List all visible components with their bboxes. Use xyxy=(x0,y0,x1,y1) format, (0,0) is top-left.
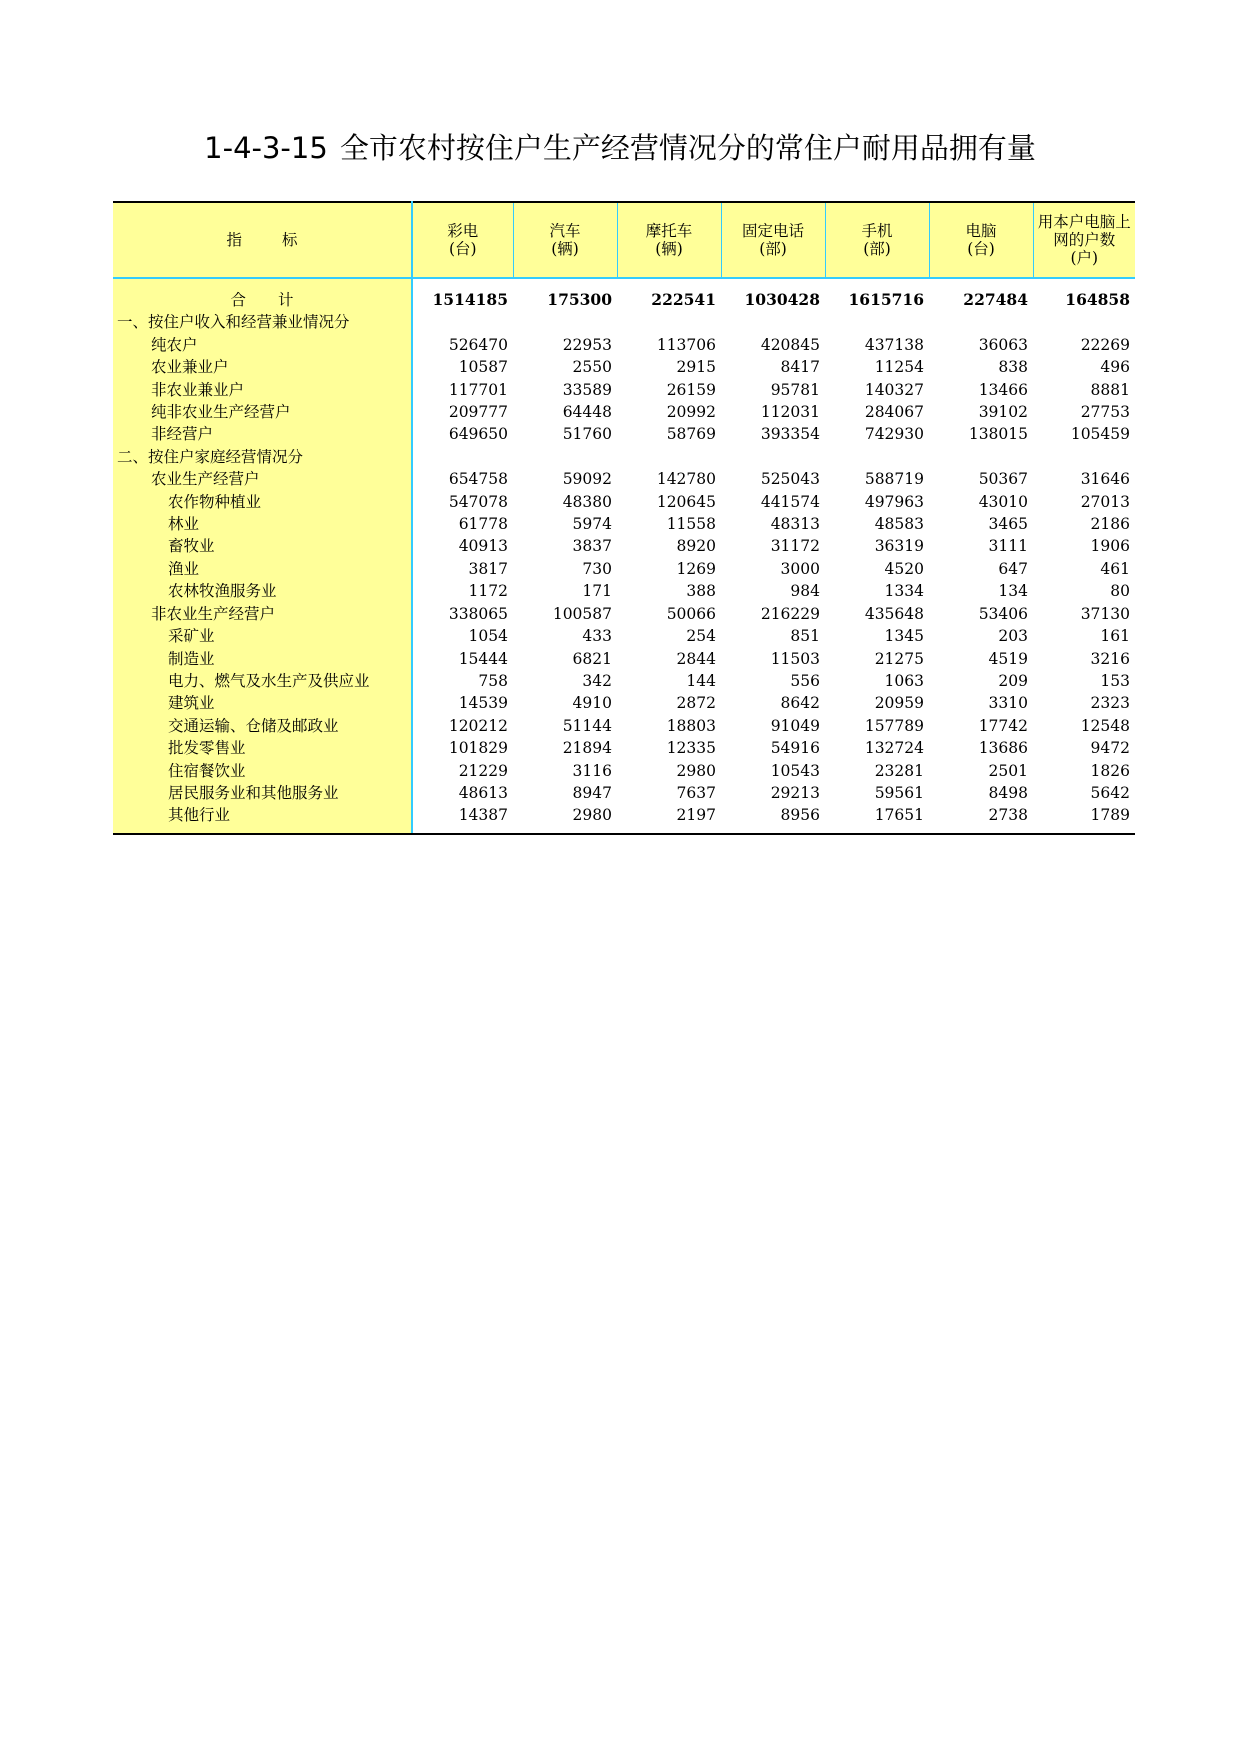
cell-value: 2323 xyxy=(1090,694,1130,713)
cell-value: 2197 xyxy=(617,804,721,833)
table-title-text: 全市农村按住户生产经营情况分的常住户耐用品拥有量 xyxy=(339,131,1036,165)
cell-value: 101829 xyxy=(448,739,508,758)
table-row xyxy=(113,446,1135,468)
cell-value: 138015 xyxy=(968,425,1028,444)
row-label: 非农业生产经营户 xyxy=(113,603,412,625)
cell-value: 8498 xyxy=(988,783,1028,802)
table-row xyxy=(113,715,1135,737)
cell-value: 59092 xyxy=(562,470,612,489)
cell-value: 10587 xyxy=(458,358,508,377)
cell-value: 8642 xyxy=(780,694,820,713)
header-col-7 xyxy=(1033,202,1135,278)
cell-value: 17742 xyxy=(978,716,1028,735)
cell-value: 39102 xyxy=(978,403,1028,422)
cell-value: 112031 xyxy=(760,403,820,422)
header-indicator xyxy=(113,202,412,278)
spacer-cell xyxy=(1033,278,1135,289)
cell-value xyxy=(617,311,721,333)
spacer-cell xyxy=(825,278,929,289)
table-row xyxy=(113,670,1135,692)
table-row xyxy=(113,491,1135,513)
row-label: 一、按住户收入和经营兼业情况分 xyxy=(113,311,412,333)
table-row xyxy=(113,692,1135,714)
header-unit: (部) xyxy=(759,240,787,258)
header-label: 用本户电脑上网的户数 xyxy=(1037,213,1131,249)
cell-value: 647 xyxy=(998,559,1028,578)
row-label: 电力、燃气及水生产及供应业 xyxy=(113,670,412,692)
cell-value: 2980 xyxy=(676,761,716,780)
cell-value: 556 xyxy=(790,671,820,690)
total-label-cell xyxy=(113,289,412,311)
row-label: 采矿业 xyxy=(113,625,412,647)
cell-value: 53406 xyxy=(978,604,1028,623)
cell-value: 13686 xyxy=(978,739,1028,758)
total-value: 1030428 xyxy=(744,290,820,309)
cell-value: 461 xyxy=(1100,559,1130,578)
cell-value: 50066 xyxy=(666,604,716,623)
cell-value: 497963 xyxy=(864,492,924,511)
header-unit: (台) xyxy=(967,240,995,258)
cell-value: 1172 xyxy=(468,582,508,601)
cell-value: 23281 xyxy=(874,761,924,780)
cell-value: 15444 xyxy=(458,649,508,668)
cell-value: 338065 xyxy=(448,604,508,623)
cell-value: 95781 xyxy=(770,380,820,399)
cell-value: 144 xyxy=(686,671,716,690)
cell-value: 254 xyxy=(686,627,716,646)
cell-value: 435648 xyxy=(864,604,924,623)
cell-value: 26159 xyxy=(666,380,716,399)
cell-value: 134 xyxy=(998,582,1028,601)
header-label: 彩电 xyxy=(447,222,479,240)
cell-value: 547078 xyxy=(448,492,508,511)
cell-value: 1334 xyxy=(884,582,924,601)
cell-value: 525043 xyxy=(760,470,820,489)
cell-value: 851 xyxy=(790,627,820,646)
cell-value: 984 xyxy=(790,582,820,601)
cell-value: 11254 xyxy=(874,358,924,377)
table-row xyxy=(113,804,1135,833)
cell-value: 8920 xyxy=(676,537,716,556)
cell-value: 3465 xyxy=(988,515,1028,534)
cell-value: 393354 xyxy=(760,425,820,444)
cell-value xyxy=(929,446,1033,468)
table-row xyxy=(113,334,1135,356)
cell-value: 2915 xyxy=(676,358,716,377)
cell-value: 3310 xyxy=(988,694,1028,713)
cell-value: 742930 xyxy=(864,425,924,444)
cell-value: 441574 xyxy=(760,492,820,511)
total-value: 1615716 xyxy=(848,290,924,309)
header-label: 电脑 xyxy=(965,222,997,240)
cell-value: 40913 xyxy=(458,537,508,556)
cell-value: 14387 xyxy=(412,804,513,833)
header-unit: (台) xyxy=(448,240,477,258)
row-label: 农业生产经营户 xyxy=(113,468,412,490)
cell-value: 31646 xyxy=(1080,470,1130,489)
spacer-cell xyxy=(617,278,721,289)
cell-value: 1269 xyxy=(676,559,716,578)
total-value: 164858 xyxy=(1065,290,1130,309)
row-label: 纯农户 xyxy=(113,334,412,356)
row-label: 二、按住户家庭经营情况分 xyxy=(113,446,412,468)
cell-value xyxy=(513,311,617,333)
cell-value: 3000 xyxy=(780,559,820,578)
cell-value xyxy=(412,446,513,468)
cell-value: 20992 xyxy=(666,403,716,422)
cell-value: 2980 xyxy=(513,804,617,833)
cell-value: 13466 xyxy=(978,380,1028,399)
cell-value xyxy=(1033,446,1135,468)
spacer-cell xyxy=(721,278,825,289)
cell-value: 2872 xyxy=(676,694,716,713)
cell-value: 117701 xyxy=(448,380,508,399)
cell-value: 11503 xyxy=(770,649,820,668)
row-label: 农林牧渔服务业 xyxy=(113,580,412,602)
spacer-row xyxy=(113,278,1135,289)
table-row xyxy=(113,580,1135,602)
row-label: 畜牧业 xyxy=(113,535,412,557)
total-value: 227484 xyxy=(963,290,1028,309)
cell-value: 36319 xyxy=(874,537,924,556)
cell-value: 51760 xyxy=(562,425,612,444)
cell-value: 342 xyxy=(582,671,612,690)
cell-value: 161 xyxy=(1100,627,1130,646)
cell-value: 132724 xyxy=(864,739,924,758)
table-row xyxy=(113,558,1135,580)
cell-value: 48313 xyxy=(770,515,820,534)
cell-value: 18803 xyxy=(666,716,716,735)
header-label: 摩托车 xyxy=(645,222,693,240)
cell-value: 2844 xyxy=(676,649,716,668)
cell-value xyxy=(929,311,1033,333)
cell-value: 171 xyxy=(582,582,612,601)
durable-goods-table xyxy=(113,201,1135,835)
header-col-3 xyxy=(617,202,721,278)
row-label: 住宿餐饮业 xyxy=(113,760,412,782)
cell-value: 1789 xyxy=(1033,804,1135,833)
table-row xyxy=(113,760,1135,782)
cell-value: 91049 xyxy=(770,716,820,735)
cell-value: 3837 xyxy=(572,537,612,556)
cell-value: 8947 xyxy=(572,783,612,802)
header-indicator-label: 指标 xyxy=(226,231,338,249)
cell-value: 284067 xyxy=(864,403,924,422)
cell-value: 21229 xyxy=(458,761,508,780)
row-label: 其他行业 xyxy=(113,804,412,833)
header-label: 汽车 xyxy=(549,222,581,240)
cell-value: 11558 xyxy=(666,515,716,534)
cell-value: 12335 xyxy=(666,739,716,758)
cell-value: 3817 xyxy=(468,559,508,578)
cell-value: 27013 xyxy=(1080,492,1130,511)
cell-value: 2738 xyxy=(929,804,1033,833)
row-label: 农业兼业户 xyxy=(113,356,412,378)
cell-value: 29213 xyxy=(770,783,820,802)
cell-value: 1906 xyxy=(1090,537,1130,556)
cell-value: 113706 xyxy=(656,335,716,354)
spacer-cell xyxy=(929,278,1033,289)
cell-value: 51144 xyxy=(562,716,612,735)
cell-value xyxy=(721,446,825,468)
row-label: 渔业 xyxy=(113,558,412,580)
cell-value xyxy=(825,446,929,468)
cell-value xyxy=(617,446,721,468)
cell-value: 21275 xyxy=(874,649,924,668)
table-row xyxy=(113,356,1135,378)
cell-value xyxy=(513,446,617,468)
cell-value: 5974 xyxy=(572,515,612,534)
cell-value: 14539 xyxy=(458,694,508,713)
cell-value: 649650 xyxy=(448,425,508,444)
table-row xyxy=(113,468,1135,490)
cell-value: 437138 xyxy=(864,335,924,354)
cell-value: 1345 xyxy=(884,627,924,646)
row-label: 非经营户 xyxy=(113,423,412,445)
table-code: 1-4-3-15 xyxy=(204,131,328,165)
cell-value: 4520 xyxy=(884,559,924,578)
cell-value: 1826 xyxy=(1090,761,1130,780)
cell-value: 105459 xyxy=(1070,425,1130,444)
cell-value: 3111 xyxy=(988,537,1028,556)
cell-value: 20959 xyxy=(874,694,924,713)
header-col-1 xyxy=(412,202,513,278)
total-value: 1514185 xyxy=(432,290,508,309)
table-row xyxy=(113,737,1135,759)
cell-value: 4910 xyxy=(572,694,612,713)
cell-value: 54916 xyxy=(770,739,820,758)
cell-value: 216229 xyxy=(760,604,820,623)
row-label: 居民服务业和其他服务业 xyxy=(113,782,412,804)
cell-value xyxy=(825,311,929,333)
row-label: 建筑业 xyxy=(113,692,412,714)
cell-value: 22269 xyxy=(1080,335,1130,354)
header-unit: (户) xyxy=(1070,249,1099,267)
cell-value: 22953 xyxy=(562,335,612,354)
cell-value: 37130 xyxy=(1080,604,1130,623)
cell-value: 209777 xyxy=(448,403,508,422)
cell-value: 48380 xyxy=(562,492,612,511)
table-row xyxy=(113,401,1135,423)
header-col-5 xyxy=(825,202,929,278)
cell-value: 31172 xyxy=(770,537,820,556)
cell-value: 27753 xyxy=(1080,403,1130,422)
header-label: 固定电话 xyxy=(741,222,804,240)
cell-value: 588719 xyxy=(864,470,924,489)
cell-value: 120645 xyxy=(656,492,716,511)
cell-value: 59561 xyxy=(874,783,924,802)
cell-value: 21894 xyxy=(562,739,612,758)
header-col-2 xyxy=(513,202,617,278)
table-row xyxy=(113,625,1135,647)
cell-value: 8881 xyxy=(1090,380,1130,399)
cell-value: 730 xyxy=(582,559,612,578)
cell-value: 2186 xyxy=(1090,515,1130,534)
cell-value: 5642 xyxy=(1090,783,1130,802)
cell-value: 48583 xyxy=(874,515,924,534)
row-label: 交通运输、仓储及邮政业 xyxy=(113,715,412,737)
row-label: 林业 xyxy=(113,513,412,535)
header-label: 手机 xyxy=(861,222,893,240)
total-value: 175300 xyxy=(547,290,612,309)
cell-value: 61778 xyxy=(458,515,508,534)
cell-value: 58769 xyxy=(666,425,716,444)
cell-value: 203 xyxy=(998,627,1028,646)
cell-value: 10543 xyxy=(770,761,820,780)
cell-value: 2550 xyxy=(572,358,612,377)
cell-value: 433 xyxy=(582,627,612,646)
table-row xyxy=(113,311,1135,333)
cell-value: 420845 xyxy=(760,335,820,354)
cell-value: 17651 xyxy=(825,804,929,833)
cell-value: 388 xyxy=(686,582,716,601)
cell-value: 3216 xyxy=(1090,649,1130,668)
table-row xyxy=(113,513,1135,535)
row-label: 农作物种植业 xyxy=(113,491,412,513)
cell-value: 1063 xyxy=(884,671,924,690)
cell-value: 157789 xyxy=(864,716,924,735)
cell-value: 838 xyxy=(998,358,1028,377)
row-label: 纯非农业生产经营户 xyxy=(113,401,412,423)
cell-value: 36063 xyxy=(978,335,1028,354)
table-row xyxy=(113,423,1135,445)
cell-value: 33589 xyxy=(562,380,612,399)
row-label: 批发零售业 xyxy=(113,737,412,759)
cell-value: 142780 xyxy=(656,470,716,489)
spacer-cell xyxy=(412,278,513,289)
table-title xyxy=(0,128,1240,168)
cell-value: 48613 xyxy=(458,783,508,802)
cell-value: 100587 xyxy=(552,604,612,623)
cell-value: 7637 xyxy=(676,783,716,802)
cell-value: 140327 xyxy=(864,380,924,399)
cell-value: 496 xyxy=(1100,358,1130,377)
cell-value: 2501 xyxy=(988,761,1028,780)
cell-value: 8417 xyxy=(780,358,820,377)
cell-value: 758 xyxy=(478,671,508,690)
cell-value: 3116 xyxy=(572,761,612,780)
header-col-6 xyxy=(929,202,1033,278)
row-label: 非农业兼业户 xyxy=(113,379,412,401)
cell-value: 526470 xyxy=(448,335,508,354)
cell-value: 6821 xyxy=(572,649,612,668)
cell-value: 8956 xyxy=(721,804,825,833)
table-row xyxy=(113,535,1135,557)
cell-value: 120212 xyxy=(448,716,508,735)
cell-value: 4519 xyxy=(988,649,1028,668)
table-body xyxy=(113,278,1135,834)
cell-value: 80 xyxy=(1110,582,1130,601)
table-row xyxy=(113,648,1135,670)
total-row xyxy=(113,289,1135,311)
cell-value xyxy=(721,311,825,333)
cell-value: 9472 xyxy=(1090,739,1130,758)
cell-value: 153 xyxy=(1100,671,1130,690)
total-label: 合计 xyxy=(230,291,326,309)
cell-value: 654758 xyxy=(448,470,508,489)
header-unit: (辆) xyxy=(655,240,683,258)
cell-value: 1054 xyxy=(468,627,508,646)
header-col-4 xyxy=(721,202,825,278)
total-value: 222541 xyxy=(651,290,716,309)
table-row xyxy=(113,782,1135,804)
spacer-cell xyxy=(113,278,412,289)
cell-value: 64448 xyxy=(562,403,612,422)
table-row xyxy=(113,603,1135,625)
cell-value: 43010 xyxy=(978,492,1028,511)
spacer-cell xyxy=(513,278,617,289)
table-row xyxy=(113,379,1135,401)
cell-value xyxy=(412,311,513,333)
header-unit: (辆) xyxy=(551,240,579,258)
cell-value: 12548 xyxy=(1080,716,1130,735)
header-row xyxy=(113,202,1135,278)
row-label: 制造业 xyxy=(113,648,412,670)
cell-value: 209 xyxy=(998,671,1028,690)
cell-value: 50367 xyxy=(978,470,1028,489)
cell-value xyxy=(1033,311,1135,333)
header-unit: (部) xyxy=(863,240,891,258)
